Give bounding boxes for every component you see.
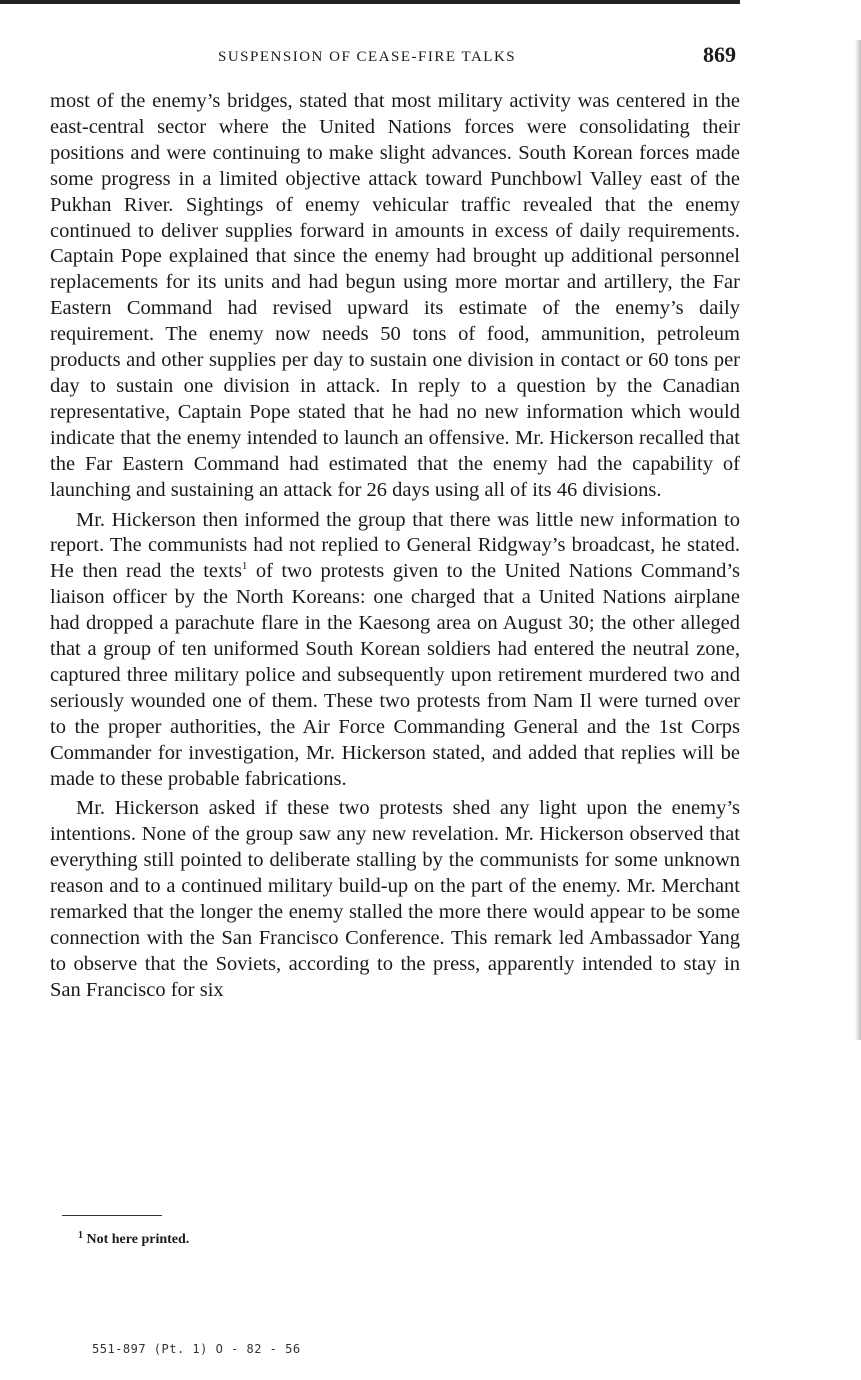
footnote-rule [62,1215,162,1216]
paragraph-3: Mr. Hickerson asked if these two protests shed any light upon the enemy’s intentions. None of the group saw any new revelation. Mr. Hickerson observed that everything still pointed to deliberate stalling by the communists for some unknown reason and to a continued military build-up on the part of the enemy. Mr. Merchant remarked that the longer the enemy stalled the more there would appear to be some connection with the San Francisco Conference. This remark led Ambassador Yang to observe that the Soviets, according to the press, apparently intended to stay in San Francisco for six [50,797,740,1001]
page-number: 869 [703,42,736,67]
body-text [50,89,740,1008]
paragraph-2 [50,508,740,793]
page-edge-shadow [855,40,861,1040]
footnote [78,1232,189,1248]
footnote-reference: 1 [241,560,248,573]
footnote-text: Not here printed. [86,1232,190,1247]
running-title: SUSPENSION OF CEASE-FIRE TALKS [218,49,517,65]
print-code: 551-897 (Pt. 1) O - 82 - 56 [92,1342,301,1356]
paragraph-2-part-2: of two protests given to the United Nations Command’s liaison officer by the North Koreans: one charged that a United Nations airplane had dropped a parachute flare in the Kaesong area on August 30; the other alleged that a group of ten uniformed South Korean soldiers had entered the neutral zone, captured three military police and subsequently upon retirement murdered two and seriously wounded one of them. These two protests from Nam Il were turned over to the proper authorities, the Air Force Commanding General and the 1st Corps Commander for investigation, Mr. Hickerson stated, and added that replies will be made to these probable fabrications. [50,560,740,790]
paragraph-2-part-1: Mr. Hickerson then informed the group that there was little new information to report. The communists had not replied to General Ridgway’s broadcast, he stated. He then read the texts [50,508,740,583]
top-rule [0,0,740,4]
paragraph-1: most of the enemy’s bridges, stated that most military activity was centered in the east-central sector where the United Nations forces were consolidating their positions and were continuing to make slight advances. South Korean forces made some progress in a limited objective attack toward Punchbowl Valley east of the Pukhan River. Sightings of enemy vehicular traffic revealed that the enemy continued to deliver supplies forward in amounts in excess of daily requirements. Captain Pope explained that since the enemy had brought up additional personnel replacements for its units and had begun using more mortar and artillery, the Far Eastern Command had revised upward its estimate of the enemy’s daily requirement. The enemy now needs 50 tons of food, ammunition, petroleum products and other supplies per day to sustain one division in contact or 60 tons per day to sustain one division in attack. In reply to a question by the Canadian representative, Captain Pope stated that he had no new information which would indicate that the enemy intended to launch an offensive. Mr. Hickerson recalled that the Far Eastern Command had estimated that the enemy had the capability of launching and sustaining an attack for 26 days using all of its 46 divisions. [50,90,740,501]
running-head [50,44,740,72]
footnote-marker: 1 [78,1230,83,1241]
